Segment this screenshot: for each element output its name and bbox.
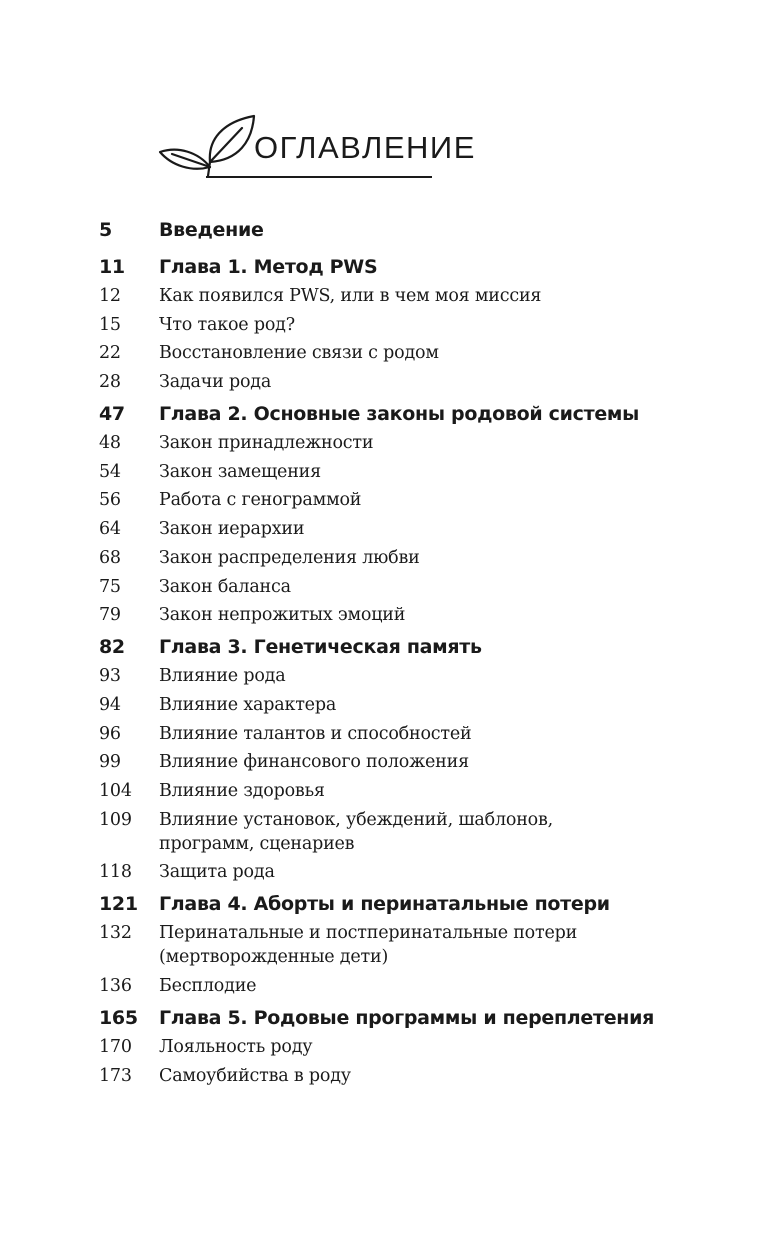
- toc-page-number: 56: [99, 490, 121, 511]
- toc-title: Глава 3. Генетическая память: [159, 636, 482, 659]
- toc-title: [159, 808, 659, 856]
- toc-entry[interactable]: [99, 517, 659, 541]
- toc-title-line-1: Перинатальные и постперинатальные потери: [159, 923, 578, 944]
- toc-entry[interactable]: [99, 779, 659, 803]
- toc-title: Как появился PWS, или в чем моя миссия: [159, 286, 542, 306]
- toc-entry[interactable]: [99, 974, 659, 998]
- toc-page-number: 75: [99, 576, 121, 597]
- toc-entry[interactable]: [99, 313, 659, 337]
- toc-entry[interactable]: [99, 575, 659, 599]
- toc-page-number: 15: [99, 314, 121, 335]
- toc-title: Закон распределения любви: [159, 547, 420, 568]
- toc-title: Закон замещения: [159, 461, 321, 482]
- toc-page-number: 68: [99, 547, 121, 568]
- toc-entry-chapter-4[interactable]: [99, 892, 659, 916]
- toc-header: [158, 112, 478, 187]
- toc-page-number: 121: [99, 893, 138, 916]
- toc-title: Влияние характера: [159, 694, 337, 715]
- toc-entry[interactable]: [99, 1035, 659, 1059]
- toc-page-number: 82: [99, 636, 125, 659]
- toc-entry[interactable]: [99, 460, 659, 484]
- toc-page-number: 118: [99, 862, 132, 883]
- toc-entry[interactable]: [99, 488, 659, 512]
- toc-title-line-2: (мертворожденные дети): [159, 947, 389, 968]
- toc-title: Закон баланса: [159, 576, 291, 597]
- toc-page-number: 136: [99, 976, 132, 996]
- toc-page-number: 47: [99, 403, 125, 426]
- toc-entry-chapter-1[interactable]: [99, 255, 659, 279]
- toc-page-number: 22: [99, 343, 121, 364]
- toc-page-number: 104: [99, 780, 132, 801]
- toc-title: Задачи рода: [159, 372, 272, 393]
- toc-page-number: 170: [99, 1037, 132, 1057]
- toc-title: Восстановление связи с родом: [159, 343, 439, 364]
- toc-page-number: 5: [99, 219, 112, 241]
- toc-title: [159, 921, 659, 969]
- title-underline: [206, 176, 432, 178]
- toc-page-number: 132: [99, 923, 132, 944]
- toc-title: Введение: [159, 219, 264, 241]
- toc-entry[interactable]: [99, 693, 659, 717]
- toc-title: Самоубийства в роду: [159, 1065, 351, 1086]
- toc-page-number: 96: [99, 723, 121, 744]
- toc-entry[interactable]: [99, 921, 659, 969]
- toc-entry-chapter-2[interactable]: [99, 402, 659, 426]
- table-of-contents: [99, 218, 659, 1092]
- toc-entry-chapter-5[interactable]: [99, 1006, 659, 1030]
- toc-entry[interactable]: [99, 722, 659, 746]
- toc-title: Влияние финансового положения: [159, 752, 469, 773]
- leaf-sprout-icon: [158, 112, 258, 182]
- toc-entry[interactable]: [99, 664, 659, 688]
- toc-title: Глава 4. Аборты и перинатальные потери: [159, 893, 610, 916]
- toc-page-number: 54: [99, 461, 121, 482]
- toc-title: Глава 2. Основные законы родовой системы: [159, 403, 640, 426]
- toc-title: Закон непрожитых эмоций: [159, 605, 406, 626]
- toc-title: Влияние талантов и способностей: [159, 723, 472, 744]
- toc-page-number: 28: [99, 372, 121, 393]
- toc-title-line-2: программ, сценариев: [159, 833, 355, 854]
- toc-page-number: 93: [99, 666, 121, 687]
- toc-page-number: 173: [99, 1065, 132, 1086]
- toc-entry[interactable]: [99, 284, 659, 308]
- toc-entry[interactable]: [99, 603, 659, 627]
- toc-title: Глава 5. Родовые программы и переплетения: [159, 1007, 655, 1029]
- toc-page-number: 109: [99, 809, 132, 830]
- toc-entry[interactable]: [99, 1064, 659, 1088]
- page-title: ОГЛАВЛЕНИЕ: [254, 130, 476, 165]
- toc-entry[interactable]: [99, 750, 659, 774]
- toc-title: Влияние здоровья: [159, 780, 325, 801]
- toc-entry-introduction[interactable]: [99, 218, 659, 242]
- toc-page-number: 48: [99, 433, 121, 454]
- toc-title: Влияние рода: [159, 666, 286, 687]
- toc-title: Бесплодие: [159, 976, 257, 996]
- toc-entry[interactable]: [99, 341, 659, 365]
- toc-page-number: 11: [99, 256, 125, 278]
- toc-entry[interactable]: [99, 860, 659, 884]
- toc-entry[interactable]: [99, 808, 659, 856]
- toc-title: Что такое род?: [159, 314, 295, 335]
- toc-title: Глава 1. Метод PWS: [159, 256, 378, 278]
- toc-title-line-1: Влияние установок, убеждений, шаблонов,: [159, 809, 554, 830]
- toc-page-number: 94: [99, 694, 121, 715]
- toc-page-number: 99: [99, 752, 121, 773]
- toc-entry[interactable]: [99, 370, 659, 394]
- toc-title: Работа с генограммой: [159, 490, 362, 511]
- toc-entry[interactable]: [99, 546, 659, 570]
- toc-title: Закон принадлежности: [159, 433, 374, 454]
- toc-page-number: 79: [99, 605, 121, 626]
- toc-page-number: 165: [99, 1007, 138, 1029]
- toc-entry-chapter-3[interactable]: [99, 635, 659, 659]
- toc-page-number: 64: [99, 519, 121, 540]
- toc-entry[interactable]: [99, 431, 659, 455]
- toc-title: Лояльность роду: [159, 1037, 313, 1057]
- toc-title: Закон иерархии: [159, 519, 305, 540]
- toc-page-number: 12: [99, 286, 121, 306]
- toc-title: Защита рода: [159, 862, 275, 883]
